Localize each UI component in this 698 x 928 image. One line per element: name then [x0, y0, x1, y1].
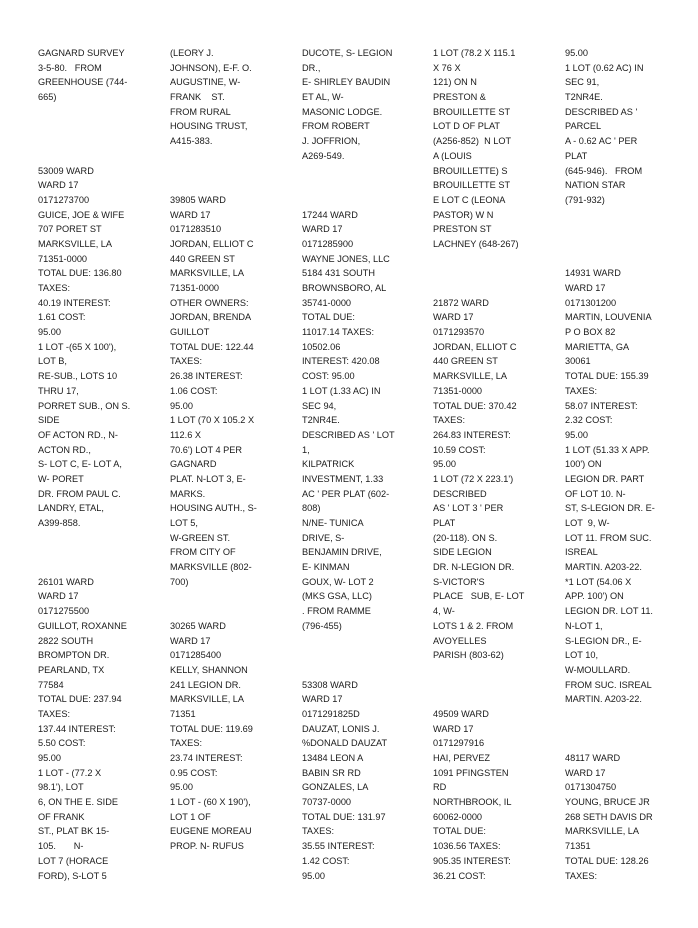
- listing-line: AVOYELLES: [433, 635, 487, 646]
- listing-line: 0171283510: [170, 224, 222, 235]
- listing-line: TOTAL DUE: 370.42: [433, 400, 517, 411]
- listing-line: PROP. N- RUFUS: [170, 841, 244, 852]
- listing-line: [170, 604, 288, 619]
- listing-line: JOHNSON), E-F. O.: [170, 62, 252, 73]
- listing-line: (A256-852) N LOT: [433, 136, 512, 147]
- listing-line: A269-549.: [302, 150, 345, 161]
- listing-line: 0171301200: [565, 297, 617, 308]
- listing-line: HOUSING TRUST,: [170, 121, 248, 132]
- listing-line: 71351: [170, 708, 196, 719]
- listing-line: 70737-0000: [302, 797, 352, 808]
- listing-line: WARD 17: [565, 283, 606, 293]
- listing-line: MARKS.: [170, 488, 206, 499]
- listing-line: [38, 531, 156, 546]
- listing-line: OF ACTON RD., N-: [38, 429, 118, 440]
- listing-line: TOTAL DUE: 119.69: [170, 723, 253, 734]
- listing-line: [38, 119, 156, 134]
- listing-line: DR. N-LEGION DR.: [433, 562, 515, 573]
- listing-line: OF FRANK: [38, 811, 85, 822]
- listing-line: MARTIN. A203-22.: [565, 694, 642, 705]
- listing-line: WARD 17: [433, 723, 474, 734]
- listing-line: LOT 5,: [170, 518, 198, 528]
- listing-line: PLAT: [433, 518, 456, 528]
- listing-line: BROMPTON DR.: [38, 650, 110, 661]
- listing-line: 105. N-: [38, 841, 84, 852]
- listing-line: 60062-0000: [433, 811, 483, 822]
- listing-line: PARISH (803-62): [433, 650, 504, 661]
- listing-line: BROUILLETTE ST: [433, 180, 511, 191]
- listing-line: [302, 193, 420, 208]
- listing-line: 665): [38, 92, 57, 103]
- listing-line: 23.74 INTEREST:: [170, 753, 243, 763]
- listing-line: LOT 7 (HORACE: [38, 855, 109, 866]
- listing-line: 100') ON: [565, 459, 602, 470]
- listing-line: 95.00: [170, 400, 193, 411]
- listing-line: TOTAL DUE:: [302, 312, 355, 323]
- listing-line: GUILLOT: [170, 327, 210, 338]
- listing-line: BROWNSBORO, AL: [302, 283, 387, 293]
- listing-line: GAGNARD SURVEY: [38, 48, 125, 58]
- listing-line: 95.00: [38, 327, 61, 338]
- listing-line: 905.35 INTEREST:: [433, 855, 511, 866]
- listing-line: . FROM RAMME: [302, 606, 371, 617]
- listing-line: LOTS 1 & 2. FROM: [433, 620, 514, 631]
- listing-line: [38, 149, 156, 164]
- listing-line: 1 LOT (78.2 X 115.1: [433, 48, 516, 58]
- listing-line: 1.42 COST:: [302, 855, 350, 866]
- listing-line: 13484 LEON A: [302, 753, 364, 763]
- listing-line: 1 LOT (0.62 AC) IN: [565, 62, 644, 73]
- listing-line: [38, 134, 156, 149]
- listing-line: JORDAN, BRENDA: [170, 312, 252, 323]
- listing-line: 1 LOT (1.33 AC) IN: [302, 385, 381, 396]
- listing-line: [170, 589, 288, 604]
- listing-line: 0171293570: [433, 327, 485, 338]
- listing-line: EUGENE MOREAU: [170, 826, 252, 837]
- listing-line: 0171304750: [565, 782, 617, 793]
- listing-line: 95.00: [565, 48, 588, 58]
- listing-line: 0171273700: [38, 194, 90, 205]
- listing-line: AS ' LOT 3 ' PER: [433, 503, 504, 514]
- listing-line: BROUILLETTE) S: [433, 165, 508, 176]
- listing-line: AUGUSTINE, W-: [170, 77, 241, 88]
- listing-line: RE-SUB., LOTS 10: [38, 371, 118, 382]
- listing-line: 0171291825D: [302, 708, 360, 719]
- listing-line: WARD 17: [170, 635, 211, 646]
- listing-line: 440 GREEN ST: [170, 253, 235, 264]
- listing-line: 264.83 INTEREST:: [433, 429, 511, 440]
- listing-line: SIDE: [38, 415, 60, 426]
- listing-line: LOT B,: [38, 356, 67, 367]
- listing-line: [170, 178, 288, 193]
- listing-line: 14931 WARD: [565, 268, 621, 279]
- listing-line: 40.19 INTEREST:: [38, 297, 111, 308]
- listing-line: TOTAL DUE: 131.97: [302, 811, 386, 822]
- listing-line: T2NR4E.: [565, 92, 603, 103]
- listing-line: 48117 WARD: [565, 753, 621, 763]
- listing-line: S-LEGION DR., E-: [565, 635, 642, 646]
- listing-line: PLAT. N-LOT 3, E-: [170, 473, 246, 484]
- listing-line: 0171285900: [302, 238, 354, 249]
- listing-line: MARKSVILLE, LA: [565, 826, 640, 837]
- listing-line: N/NE- TUNICA: [302, 518, 364, 528]
- listing-line: TAXES:: [302, 826, 334, 837]
- listing-column-3: [302, 46, 420, 883]
- listing-line: 26101 WARD: [38, 576, 94, 587]
- listing-line: WARD 17: [565, 767, 606, 778]
- listing-line: 0171275500: [38, 606, 90, 617]
- listing-line: 71351: [565, 841, 591, 852]
- listing-line: 112.6 X: [170, 429, 201, 440]
- listing-line: WARD 17: [433, 312, 474, 323]
- listing-line: MARTIN. A203-22.: [565, 562, 642, 573]
- listing-line: [433, 678, 551, 693]
- listing-line: MARKSVILLE, LA: [170, 268, 245, 279]
- listing-line: 21872 WARD: [433, 297, 489, 308]
- listing-line: 30061: [565, 356, 591, 367]
- listing-line: 77584: [38, 679, 64, 690]
- listing-line: W-GREEN ST.: [170, 532, 231, 543]
- listing-line: NORTHBROOK, IL: [433, 797, 512, 808]
- listing-line: COST: 95.00: [302, 371, 355, 382]
- listing-line: RD: [433, 782, 447, 793]
- listing-line: DR. FROM PAUL C.: [38, 488, 121, 499]
- listing-line: HOUSING AUTH., S-: [170, 503, 257, 514]
- listing-line: 30265 WARD: [170, 620, 226, 631]
- listing-line: %DONALD DAUZAT: [302, 738, 388, 749]
- listing-line: 700): [170, 576, 189, 587]
- listing-line: N-LOT 1,: [565, 620, 603, 631]
- listing-line: GONZALES, LA: [302, 782, 369, 793]
- listing-line: LOT 9, W-: [565, 518, 610, 528]
- listing-line: ET AL, W-: [302, 92, 344, 103]
- listing-line: 1 LOT - (77.2 X: [38, 767, 102, 778]
- listing-line: TAXES:: [565, 870, 597, 881]
- listing-line: 53308 WARD: [302, 679, 358, 690]
- listing-line: KELLY, SHANNON: [170, 664, 248, 675]
- listing-line: PASTOR) W N: [433, 209, 494, 220]
- listing-line: 98.1'), LOT: [38, 782, 84, 793]
- listing-line: SEC 91,: [565, 77, 600, 88]
- listing-line: [565, 736, 683, 751]
- listing-line: 6, ON THE E. SIDE: [38, 797, 118, 808]
- listing-line: 0171297916: [433, 738, 485, 749]
- listing-line: YOUNG, BRUCE JR: [565, 797, 650, 808]
- listing-line: 17244 WARD: [302, 209, 358, 220]
- listing-line: X 76 X: [433, 62, 461, 73]
- listing-line: DESCRIBED AS ': [565, 106, 638, 117]
- listing-line: [38, 105, 156, 120]
- listing-line: NATION STAR: [565, 180, 626, 191]
- listing-line: LOT 1 OF: [170, 811, 211, 822]
- listing-line: 2822 SOUTH: [38, 635, 94, 646]
- listing-line: TAXES:: [170, 356, 202, 367]
- listing-line: MARTIN, LOUVENIA: [565, 312, 652, 323]
- listing-line: 808): [302, 503, 321, 514]
- listing-line: DR.,: [302, 62, 321, 73]
- listing-line: OTHER OWNERS:: [170, 297, 249, 308]
- listing-line: [433, 692, 551, 707]
- listing-line: GAGNARD: [170, 459, 217, 470]
- listing-line: 11017.14 TAXES:: [302, 327, 375, 338]
- listing-line: [38, 545, 156, 560]
- listing-line: 10.59 COST:: [433, 444, 486, 455]
- listing-line: S- LOT C, E- LOT A,: [38, 459, 122, 470]
- listing-line: E LOT C (LEONA: [433, 194, 506, 205]
- listing-line: PARCEL: [565, 121, 602, 132]
- listing-line: [565, 222, 683, 237]
- listing-line: FROM CITY OF: [170, 547, 236, 558]
- listing-line: WAYNE JONES, LLC: [302, 253, 390, 264]
- listing-line: 1 LOT (51.33 X APP.: [565, 444, 650, 455]
- listing-line: A (LOUIS: [433, 150, 472, 161]
- listing-line: [170, 149, 288, 164]
- listing-line: 4, W-: [433, 606, 455, 617]
- listing-line: [433, 252, 551, 267]
- listing-line: INVESTMENT, 1.33: [302, 473, 384, 484]
- listing-line: LACHNEY (648-267): [433, 238, 519, 249]
- listing-line: [170, 164, 288, 179]
- listing-line: E- KINMAN: [302, 562, 350, 573]
- listing-line: A - 0.62 AC ' PER: [565, 136, 638, 147]
- listing-line: TOTAL DUE: 122.44: [170, 341, 254, 352]
- listing-line: MARKSVILLE, LA: [170, 694, 245, 705]
- listing-line: MARKSVILLE, LA: [433, 371, 508, 382]
- listing-line: ACTON RD.,: [38, 444, 91, 455]
- listing-line: DAUZAT, LONIS J.: [302, 723, 380, 734]
- listing-line: JORDAN, ELLIOT C: [433, 341, 517, 352]
- listing-line: 121) ON N: [433, 77, 477, 88]
- listing-line: 35.55 INTEREST:: [302, 841, 375, 852]
- listing-line: KILPATRICK: [302, 459, 355, 470]
- listing-line: 10502.06: [302, 341, 341, 352]
- listing-column-4: [433, 46, 551, 883]
- listing-line: INTEREST: 420.08: [302, 356, 380, 367]
- listing-line: LEGION DR. PART: [565, 473, 645, 484]
- listing-line: PEARLAND, TX: [38, 664, 105, 675]
- listing-line: TOTAL DUE: 128.26: [565, 855, 649, 866]
- listing-line: A415-383.: [170, 136, 213, 147]
- listing-line: S-VICTOR'S: [433, 576, 485, 587]
- listing-line: WARD 17: [170, 209, 211, 220]
- listing-line: 1036.56 TAXES:: [433, 841, 501, 852]
- listing-line: 35741-0000: [302, 297, 352, 308]
- listing-line: 2.32 COST:: [565, 415, 613, 426]
- listing-line: FORD), S-LOT 5: [38, 870, 107, 881]
- listing-line: P O BOX 82: [565, 327, 616, 338]
- listing-line: [565, 237, 683, 252]
- listing-line: LEGION DR. LOT 11.: [565, 606, 653, 617]
- listing-line: E- SHIRLEY BAUDIN: [302, 77, 391, 88]
- listing-line: 71351-0000: [170, 283, 220, 293]
- listing-line: (796-455): [302, 620, 342, 631]
- listing-line: SIDE LEGION: [433, 547, 492, 558]
- listing-line: WARD 17: [38, 591, 79, 602]
- listing-line: TOTAL DUE: 136.80: [38, 268, 122, 279]
- listing-line: TAXES:: [38, 283, 70, 293]
- listing-line: (LEORY J.: [170, 48, 214, 58]
- listing-line: W- PORET: [38, 473, 84, 484]
- listing-line: FROM ROBERT: [302, 121, 370, 132]
- listing-line: 1091 PFINGSTEN: [433, 767, 509, 778]
- listing-line: (MKS GSA, LLC): [302, 591, 372, 602]
- listing-line: BENJAMIN DRIVE,: [302, 547, 382, 558]
- listing-line: TOTAL DUE: 237.94: [38, 694, 122, 705]
- listing-line: T2NR4E.: [302, 415, 340, 426]
- listing-line: WARD 17: [302, 224, 343, 235]
- listing-line: 36.21 COST:: [433, 870, 486, 881]
- listing-line: 49509 WARD: [433, 708, 489, 719]
- listing-line: [302, 164, 420, 179]
- listing-line: SEC 94,: [302, 400, 337, 411]
- listing-line: PRESTON &: [433, 92, 486, 103]
- listing-line: 3-5-80. FROM: [38, 62, 102, 73]
- listing-line: 1 LOT (72 X 223.1'): [433, 473, 514, 484]
- listing-line: 26.38 INTEREST:: [170, 371, 243, 382]
- listing-line: TAXES:: [565, 385, 597, 396]
- listing-line: TOTAL DUE: 155.39: [565, 371, 649, 382]
- listing-line: PLACE SUB, E- LOT: [433, 591, 525, 602]
- listing-line: 5.50 COST:: [38, 738, 86, 749]
- listing-line: DUCOTE, S- LEGION: [302, 48, 393, 58]
- listing-line: 1.61 COST:: [38, 312, 86, 323]
- listing-line: PRESTON ST: [433, 224, 492, 235]
- listing-line: TAXES:: [170, 738, 202, 749]
- listing-line: 1.06 COST:: [170, 385, 218, 396]
- listing-line: LOT D OF PLAT: [433, 121, 501, 132]
- listing-line: 268 SETH DAVIS DR: [565, 811, 653, 822]
- listing-line: PLAT: [565, 150, 588, 161]
- listing-line: AC ' PER PLAT (602-: [302, 488, 390, 499]
- listing-line: 95.00: [170, 782, 193, 793]
- listing-line: PORRET SUB., ON S.: [38, 400, 131, 411]
- listing-line: [302, 663, 420, 678]
- listing-line: 5184 431 SOUTH: [302, 268, 376, 279]
- listing-line: 53009 WARD: [38, 165, 94, 176]
- listing-line: [565, 722, 683, 737]
- listing-line: [433, 663, 551, 678]
- listing-line: 70.6') LOT 4 PER: [170, 444, 243, 455]
- listing-line: 1 LOT (70 X 105.2 X: [170, 415, 255, 426]
- listing-column-5: [565, 46, 683, 883]
- listing-line: 95.00: [565, 429, 588, 440]
- listing-line: (791-932): [565, 194, 605, 205]
- listing-line: FROM RURAL: [170, 106, 231, 117]
- listing-line: 707 PORET ST: [38, 224, 102, 235]
- listing-line: GUICE, JOE & WIFE: [38, 209, 125, 220]
- listing-line: [565, 707, 683, 722]
- listing-line: A399-858.: [38, 518, 81, 528]
- listing-line: 241 LEGION DR.: [170, 679, 241, 690]
- listing-line: 71351-0000: [38, 253, 88, 264]
- listing-line: 440 GREEN ST: [433, 356, 498, 367]
- listing-line: HAI, PERVEZ: [433, 753, 491, 763]
- listing-line: 71351-0000: [433, 385, 483, 396]
- listing-line: [38, 560, 156, 575]
- listing-column-2: [170, 46, 288, 854]
- listing-line: LOT 11. FROM SUC.: [565, 532, 652, 543]
- listing-line: LANDRY, ETAL,: [38, 503, 104, 514]
- listing-line: GOUX, W- LOT 2: [302, 576, 374, 587]
- listing-line: OF LOT 10. N-: [565, 488, 626, 499]
- listing-line: DRIVE, S-: [302, 532, 345, 543]
- listing-line: 1 LOT - (60 X 190'),: [170, 797, 251, 808]
- listing-line: 58.07 INTEREST:: [565, 400, 638, 411]
- listing-line: THRU 17,: [38, 385, 79, 396]
- listing-line: [433, 281, 551, 296]
- listing-line: 1 LOT -(65 X 100'),: [38, 341, 117, 352]
- listing-line: JORDAN, ELLIOT C: [170, 238, 254, 249]
- listing-line: [302, 634, 420, 649]
- listing-line: 1,: [302, 444, 310, 455]
- listing-line: [433, 266, 551, 281]
- listing-line: TOTAL DUE:: [433, 826, 486, 837]
- listing-line: FRANK ST.: [170, 92, 225, 103]
- listing-line: TAXES:: [433, 415, 465, 426]
- listing-line: [302, 178, 420, 193]
- listing-line: WARD 17: [38, 180, 79, 191]
- listing-line: APP. 100') ON: [565, 591, 624, 602]
- listing-line: MARKSVILLE, LA: [38, 238, 113, 249]
- listing-line: (645-946). FROM: [565, 165, 643, 176]
- listing-line: MARKSVILLE (802-: [170, 562, 252, 573]
- listing-line: MARIETTA, GA: [565, 341, 630, 352]
- listing-line: [302, 648, 420, 663]
- listing-line: 0.95 COST:: [170, 767, 218, 778]
- listing-line: DESCRIBED: [433, 488, 487, 499]
- listing-line: 0171285400: [170, 650, 222, 661]
- listing-line: FROM SUC. ISREAL: [565, 679, 652, 690]
- listing-line: ST, S-LEGION DR. E-: [565, 503, 655, 514]
- listing-line: 95.00: [433, 459, 456, 470]
- listing-line: TAXES:: [38, 708, 70, 719]
- listing-line: 137.44 INTEREST:: [38, 723, 116, 734]
- listing-line: W-MOULLARD.: [565, 664, 631, 675]
- listing-line: J. JOFFRION,: [302, 136, 361, 147]
- listing-line: BROUILLETTE ST: [433, 106, 511, 117]
- listing-line: ST., PLAT BK 15-: [38, 826, 110, 837]
- listing-line: [565, 252, 683, 267]
- listing-line: ISREAL: [565, 547, 598, 558]
- listing-line: 95.00: [38, 753, 61, 763]
- listing-line: MASONIC LODGE.: [302, 106, 383, 117]
- listing-line: *1 LOT (54.06 X: [565, 576, 632, 587]
- listing-line: LOT 10,: [565, 650, 599, 661]
- listing-line: GUILLOT, ROXANNE: [38, 620, 127, 631]
- listing-line: WARD 17: [302, 694, 343, 705]
- listing-line: [565, 208, 683, 223]
- listing-line: 95.00: [302, 870, 325, 881]
- listing-line: 39805 WARD: [170, 194, 226, 205]
- listing-column-1: [38, 46, 156, 883]
- listing-line: (20-118). ON S.: [433, 532, 498, 543]
- listing-line: GREENHOUSE (744-: [38, 77, 128, 88]
- listing-line: DESCRIBED AS ' LOT: [302, 429, 395, 440]
- listing-line: BABIN SR RD: [302, 767, 361, 778]
